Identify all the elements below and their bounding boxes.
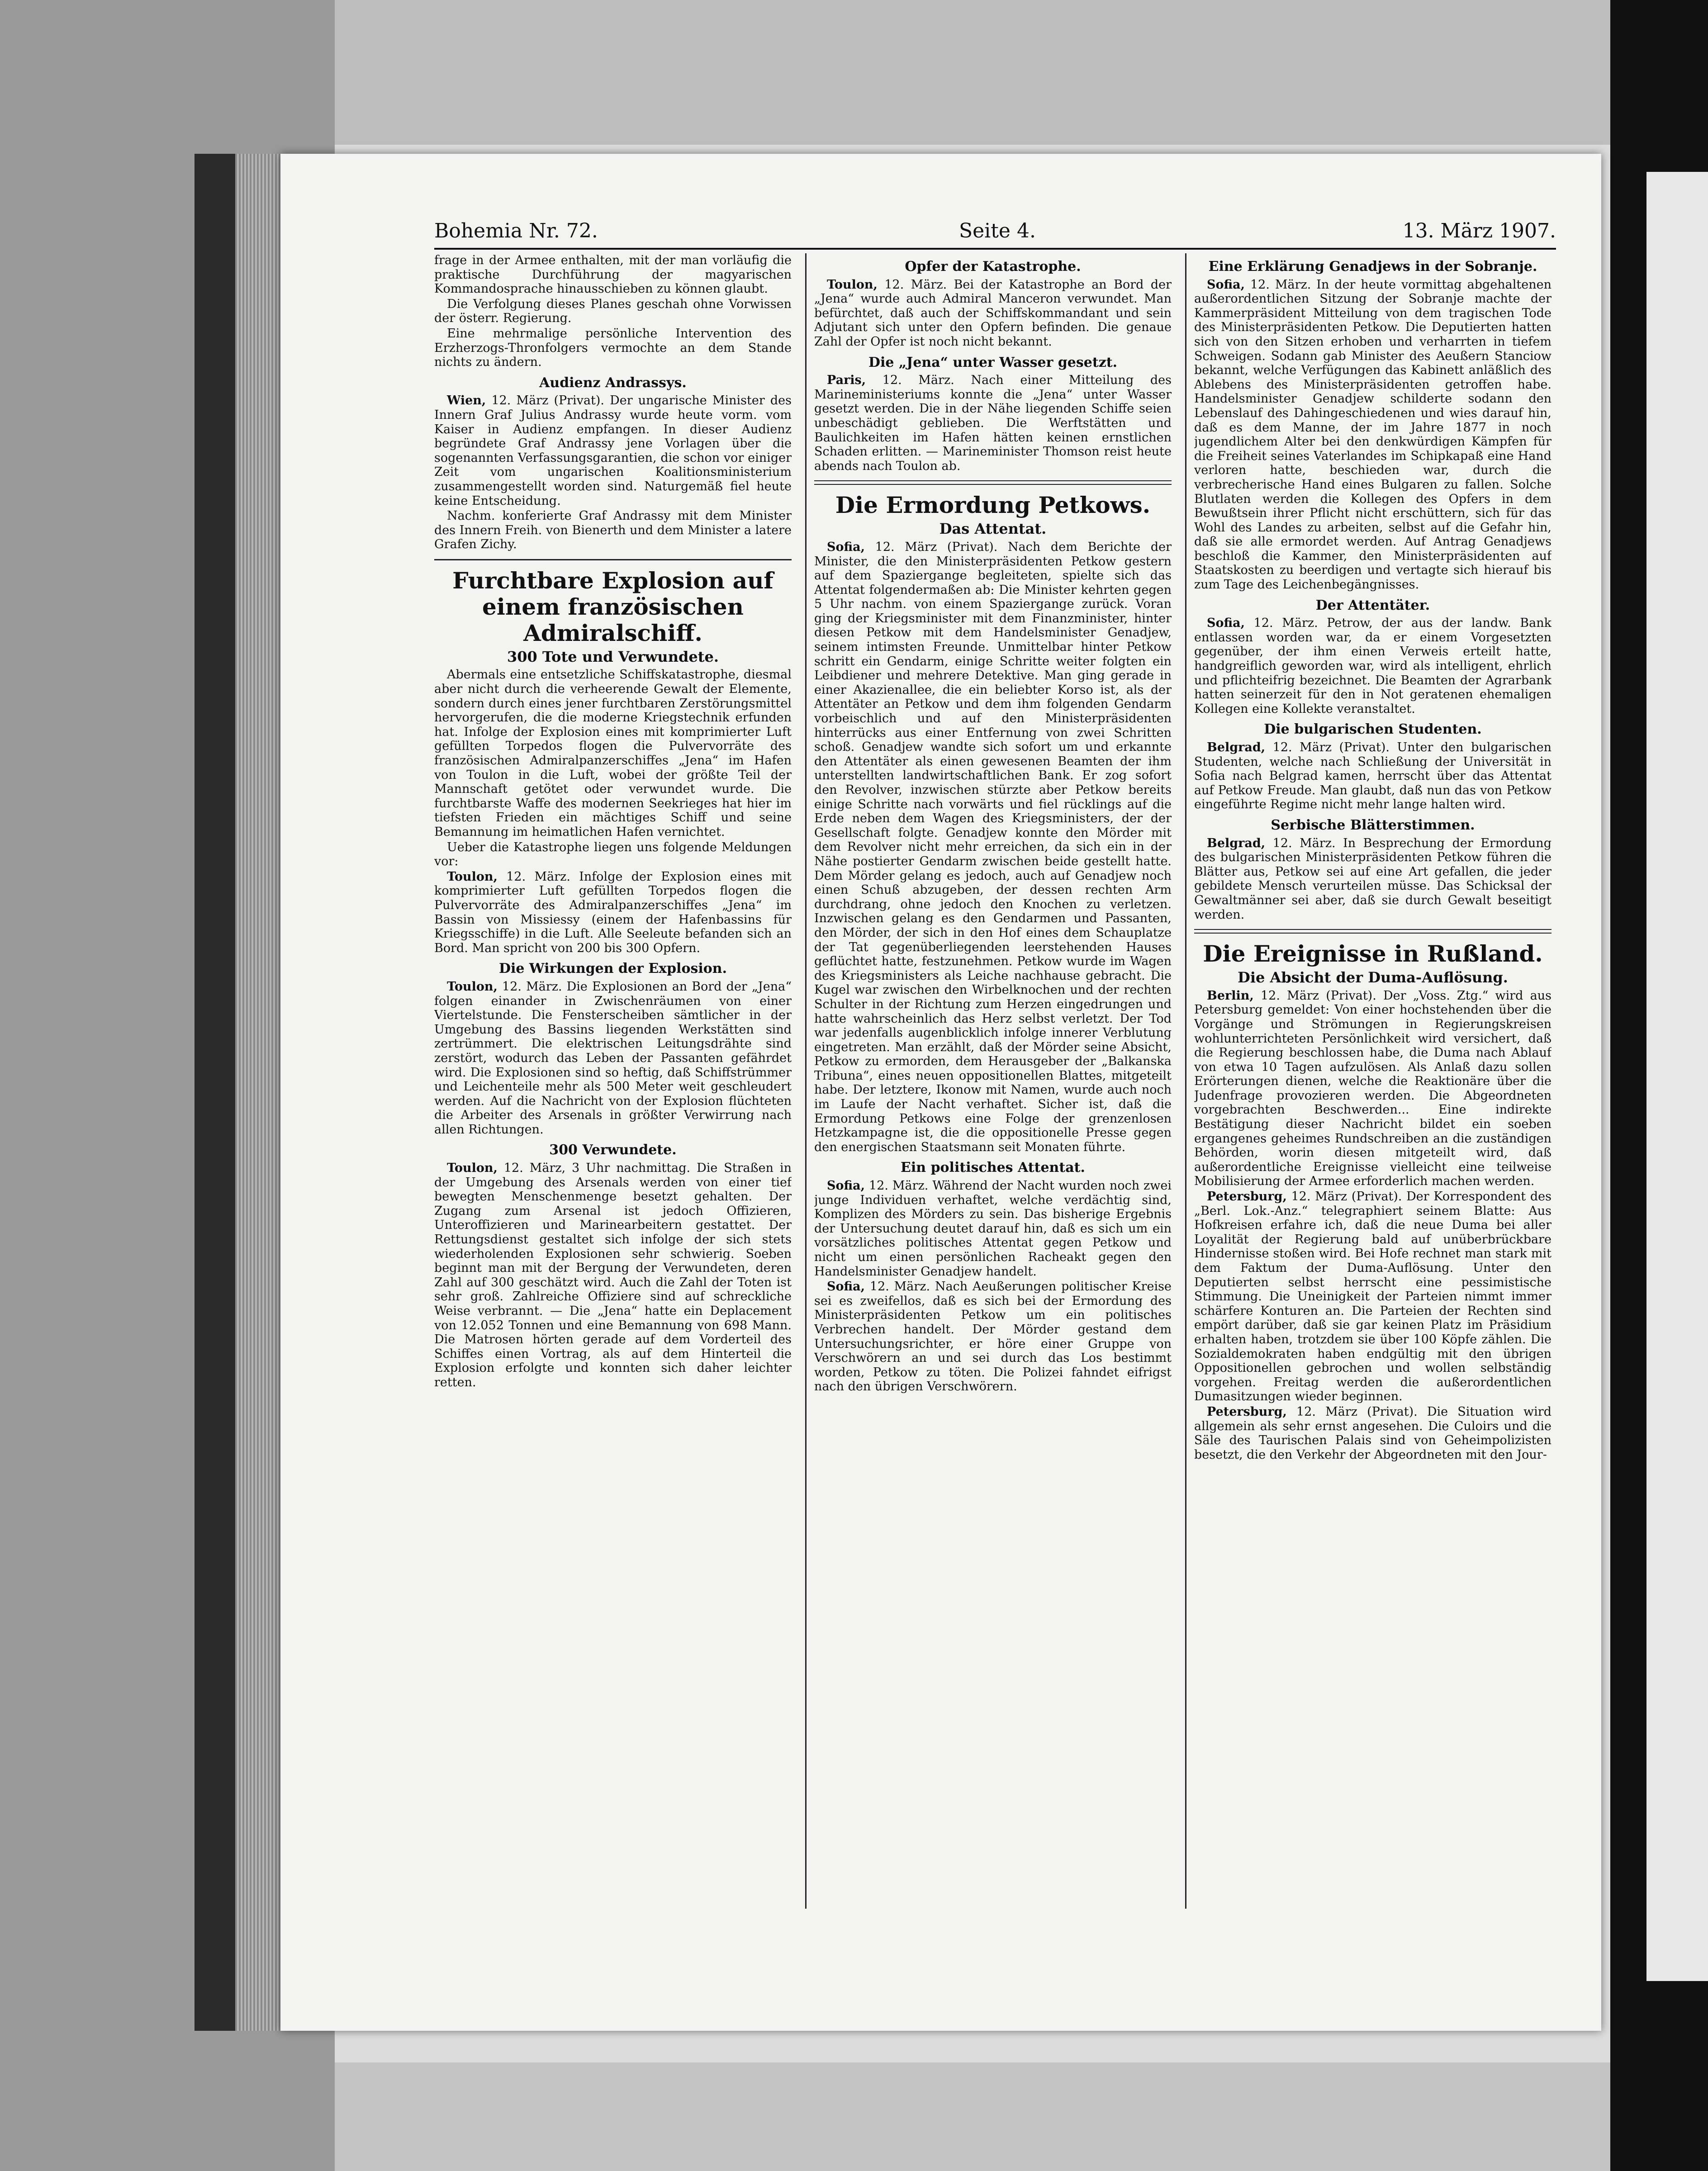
article-text: 12. März. Nach Aeußerungen politischer Kreise sei es zweifellos, daß es sich bei der Ermordung des Ministerpräsidenten Petkow um ein politisches Verbrechen handelt. Der Mörder gestand dem Untersuchungsrichter, er höre einer Gruppe von Verschwörern an und sei durch das Los bestimmt worden, Petkow zu töten. Die Polizei fahndet eifrigst nach den übrigen Verschwörern. — [814, 1280, 1172, 1394]
article-text: 12. März. Petrow, der aus der landw. Bank entlassen worden war, da er einem Vorgesetzten gegenüber, der ihm einen Verweis erteilt hatte, handgreiflich geworden war, wird als intelligent, ehrlich und pflichteifrig bezeichnet. Die Beamten der Agrarbank hatten seinerzeit für den in Not geratenen ehemaligen Kollegen eine Kollekte veranstaltet. — [1194, 616, 1551, 716]
column-divider — [1185, 253, 1186, 1909]
subheadline: Die Absicht der Duma-Auflösung. — [1238, 969, 1508, 986]
dateline: Toulon, — [827, 277, 878, 292]
header-page-number: Seite 4. — [959, 219, 1036, 242]
dateline: Paris, — [827, 373, 866, 388]
article-text: 12. März. In der heute vormittag abgehaltenen außerordentlichen Sitzung der Sobranje machte der Kammerpräsident Mitteilung von dem tragischen Tode des Ministerpräsidenten Petkow. Die Deputierten hatten sich von den Sitzen erhoben und verharrten in tiefem Schweigen. Sodann gab Minister des Aeußern Stanciow bekannt, welche Verfügungen das Kabinett anläßlich des Ablebens des Ministerpräsidenten getroffen habe. Handelsminister Genadjew schilderte sodann den Lebenslauf des Dahingeschiedenen und wies darauf hin, daß es dem Manne, der im Jahre 1877 in noch jugendlichem Alter bei den denkwürdigen Kämpfen für die Freiheit seines Vaterlandes im Schipkapaß eine Hand verloren hatte, beschieden war, durch die verbrecherische Hand eines Bulgaren zu fallen. Solche Blutlaten werden die Kollegen des Opfers in dem Bewußtsein ihrer Pflicht nicht erschüttern, sich für das Wohl des Landes zu arbeiten, selbst auf die Gefahr hin, daß sie alle ermordet werden. Auf Antrag Genadjews beschloß die Kammer, den Ministerpräsidenten auf Staatskosten zu beerdigen und vertagte sich hierauf bis zum Tage des Leichenbegängnisses. — [1194, 277, 1551, 592]
article-heading: Eine Erklärung Genadjews in der Sobranje. — [1208, 259, 1537, 275]
headline: Die Ereignisse in Rußland. — [1203, 940, 1543, 967]
header-newspaper-issue: Bohemia Nr. 72. — [434, 219, 598, 242]
article-text: 12. März. In Besprechung der Ermordung des bulgarischen Ministerpräsidenten Petkow führen die Blätter aus, Petkow sei auf eine Art gefallen, die jeder gebildete Mensch verurteilen müsse. Das Schicksal der Gewaltmänner sei aber, daß sie durch Gewalt beseitigt werden. — [1194, 836, 1551, 922]
dateline: Sofia, — [1207, 616, 1245, 630]
subheadline: Das Attentat. — [939, 520, 1047, 538]
article-text: 12. März. Während der Nacht wurden noch zwei junge Individuen verhaftet, welche verdächtig sind, Komplizen des Mörders zu sein. Das bisherige Ergebnis der Untersuchung deutet darauf hin, daß es sich um ein vorsätzliches politisches Attentat gegen Petkow und nicht um einen persönlichen Racheakt gegen den Handelsminister Genadjew handelt. — [814, 1179, 1172, 1279]
headline: Furchtbare Explosion auf einem französischen Admiralschiff. — [452, 567, 773, 646]
article-paragraph: Ueber die Katastrophe liegen uns folgende Meldungen vor: — [434, 840, 792, 869]
dateline: Belgrad, — [1207, 836, 1266, 850]
section-rule — [434, 559, 792, 560]
dateline: Berlin, — [1207, 988, 1254, 1003]
book-binding — [195, 154, 235, 2031]
article-text: 12. März, 3 Uhr nachmittag. Die Straßen in der Umgebung des Arsenals werden von einer tief bewegten Menschenmenge besetzt gehalten. Der Zugang zum Arsenal ist jedoch Offizieren, Unteroffizieren und Marinearbeitern gestattet. Der Rettungsdienst gestaltet sich infolge der sich stets wiederholenden Explosionen sehr schwierig. Soeben beginnt man mit der Bergung der Verwundeten, deren Zahl auf 300 geschätzt wird. Auch die Zahl der Toten ist sehr groß. Zahlreiche Offiziere sind auf schreckliche Weise verbrannt. — Die „Jena“ hatte ein Deplacement von 12.052 Tonnen und eine Bemannung von 698 Mann. Die Matrosen hörten gerade auf dem Vorderteil des Schiffes einen Vortrag, als auf dem Hinterteil die Explosion erfolgte und konnten sich daher leichter retten. — [434, 1161, 792, 1389]
dateline: Sofia, — [827, 1179, 865, 1193]
adjacent-page-edge — [1646, 172, 1708, 1981]
header-rule — [434, 248, 1556, 250]
article-paragraph: Die Verfolgung dieses Planes geschah ohne Vorwissen der österr. Regierung. — [434, 297, 792, 326]
column-3 — [1194, 253, 1551, 1909]
column-divider — [805, 253, 807, 1909]
article-text: 12. März (Privat). Der ungarische Minister des Innern Graf Julius Andrassy wurde heute vorm. vom Kaiser in Audienz empfangen. In dieser Audienz begründete Graf Andrassy jene Vorlagen über die sogenannten Verfassungsgarantien, die schon vor einiger Zeit vom ungarischen Koalitionsministerium zusammengestellt worden sind. Naturgemäß fiel heute keine Entscheidung. — [434, 393, 792, 508]
column-1 — [434, 253, 792, 1909]
headline: Die Ermordung Petkows. — [835, 492, 1151, 519]
article-text: 12. März (Privat). Der Korrespondent des „Berl. Lok.-Anz.“ telegraphiert seinem Blatte: Aus Hofkreisen erfahre ich, daß die neue Duma bei aller Loyalität der Regierung bald auf unüberbrückbare Hindernisse stoßen wird. Bei Hofe rechnet man stark mit dem Faktum der Duma-Auflösung. Unter den Deputierten selbst herrscht eine pessimistische Stimmung. Die Uneinigkeit der Parteien nimmt immer schärfere Konturen an. Die Parteien der Rechten sind empört darüber, daß sie gar keinen Platz im Präsidium erhalten haben, trotzdem sie über 100 Köpfe zählen. Die Sozialdemokraten haben endgültig mit den übrigen Oppositionellen gebrochen und wollen selbständig vorgehen. Freitag werden die außerordentlichen Dumasitzungen wieder beginnen. — [1194, 1190, 1551, 1404]
article-paragraph: Nachm. konferierte Graf Andrassy mit dem Minister des Innern Freih. von Bienerth und dem Minister a latere Grafen Zichy. — [434, 509, 792, 552]
article-heading: Die „Jena“ unter Wasser gesetzt. — [868, 354, 1118, 370]
article-paragraph: frage in der Armee enthalten, mit der man vorläufig die praktische Durchführung der magyarischen Kommandosprache hinausschieben zu können glaubt. — [434, 253, 792, 296]
article-text: 12. März (Privat). Unter den bulgarischen Studenten, welche nach Schließung der Universität in Sofia nach Belgrad kamen, herrscht über das Attentat auf Petkow Freude. Man glaubt, daß nun das von Petkow eingeführte Regime nicht mehr lange halten wird. — [1194, 740, 1551, 812]
column-2 — [814, 253, 1172, 1909]
article-text: 12. März (Privat). Die Situation wird allgemein als sehr ernst angesehen. Die Culoirs und die Säle des Taurischen Palais sind von Geheimpolizisten besetzt, die den Verkehr der Abgeordneten mit den Jour- — [1194, 1404, 1551, 1462]
article-heading: Serbische Blätterstimmen. — [1271, 817, 1475, 833]
page-stack-edge — [235, 154, 280, 2031]
article-heading: Opfer der Katastrophe. — [905, 259, 1081, 275]
article-text: 12. März (Privat). Nach dem Berichte der Minister, die den Ministerpräsidenten Petkow gestern auf dem Spaziergange begleiteten, spielte sich das Attentat folgendermaßen ab: Die Minister kehrten gegen 5 Uhr nachm. von einem Spaziergange zurück. Voran ging der Kriegsminister mit dem Finanzminister, hinter diesen Petkow mit dem Handelsminister Genadjew, seinem intimsten Freunde. Unmittelbar hinter Petkow schritt ein Gendarm, einige Schritte weiter folgten ein Leibdiener und mehrere Detektive. Man ging gerade in einer Akazienallee, die ein beliebter Korso ist, als der Attentäter an Petkow und dem ihm folgenden Gendarm vorbeischlich und auf den Ministerpräsidenten hinterrücks aus einer Entfernung von zwei Schritten schoß. Genadjew wandte sich sofort um und erkannte den Attentäter als einen gewesenen Beamten der ihm unterstellten landwirtschaftlichen Bank. Er zog sofort den Revolver, inzwischen stürzte aber Petkow bereits einige Schritte nach vorwärts und fiel rücklings auf die Erde neben dem Wagen des Kriegsministers, der der Gesellschaft folgte. Genadjew konnte den Mörder mit dem Revolver nicht mehr erreichen, da sich ein in der Nähe postierter Gendarm zwischen beide gestellt hatte. Dem Mörder gelang es jedoch, auch auf Genadjew noch einen Schuß abzugeben, der dessen rechten Arm durchdrang, ohne jedoch den Knochen zu verletzen. Inzwischen gelang es den Gendarmen und Passanten, den Mörder, der sich in den Hof eines dem Schauplatze der Tat gegenüberliegenden leerstehenden Hauses geflüchtet hatte, festzunehmen. Petkow wurde im Wagen des Kriegsministers als Leiche nachhause gebracht. Die Kugel war zwischen den Wirbelknochen und der rechten Schulter in der Richtung zum Herzen eingedrungen und hatte wahrscheinlich das Herz selbst verletzt. Der Tod war jedenfalls augenblicklich infolge innerer Verblutung eingetreten. Man erzählt, daß der Mörder seine Absicht, Petkow zu ermorden, dem Herausgeber der „Balkanska Tribuna“, eines neuen oppositionellen Blattes, mitgeteilt habe. Der letztere, Ikonow mit Namen, wurde auch noch im Laufe der Nacht verhaftet. Sicher ist, daß die Ermordung Petkows eine Folge der grenzenlosen Hetzkampagne ist, die die oppositionelle Presse gegen den energischen Staatsmann seit Monaten führte. — [814, 540, 1172, 1154]
dateline: Sofia, — [827, 1280, 865, 1294]
article-paragraph: Abermals eine entsetzliche Schiffskatastrophe, diesmal aber nicht durch die verheerende Gewalt der Elemente, sondern durch eines jener furchtbaren Zerstörungsmittel hervorgerufen, die die moderne Kriegstechnik erfunden hat. Infolge der Explosion eines mit komprimierter Luft gefüllten Torpedos flogen die Pulvervorräte des französischen Admiralpanzerschiffes „Jena“ im Hafen von Toulon in die Luft, wobei der größte Teil der Mannschaft getötet oder verwundet wurde. Die furchtbarste Waffe des modernen Seekrieges hat hier im tiefsten Frieden ein mächtiges Schiff und seine Bemannung im heimatlichen Hafen vernichtet. — [434, 668, 792, 839]
dateline: Toulon, — [447, 979, 498, 994]
scanner-margin-top — [335, 0, 1708, 145]
section-rule — [814, 480, 1172, 485]
dateline: Sofia, — [1207, 277, 1245, 292]
dateline: Toulon, — [447, 869, 498, 884]
dateline: Toulon, — [447, 1161, 498, 1176]
dateline: Wien, — [447, 393, 486, 408]
section-rule — [1194, 929, 1551, 934]
article-paragraph: Eine mehrmalige persönliche Intervention des Erzherzogs-Thronfolgers vermochte an dem Stande nichts zu ändern. — [434, 326, 792, 370]
article-text: 12. März. Bei der Katastrophe an Bord der „Jena“ wurde auch Admiral Manceron verwundet. Man befürchtet, daß auch der Schiffskommandant und sein Adjutant sich unter den Opfern befinden. Die genaue Zahl der Opfer ist noch nicht bekannt. — [814, 277, 1172, 349]
article-heading: Der Attentäter. — [1315, 597, 1430, 613]
header-date: 13. März 1907. — [1402, 219, 1556, 242]
article-heading: Die Wirkungen der Explosion. — [498, 961, 727, 977]
article-heading: Ein politisches Attentat. — [901, 1160, 1085, 1176]
dateline: Belgrad, — [1207, 740, 1266, 754]
page-header — [434, 219, 1556, 251]
dateline: Sofia, — [827, 540, 865, 554]
article-heading: Audienz Andrassys. — [539, 374, 687, 391]
article-heading: Die bulgarischen Studenten. — [1264, 721, 1482, 738]
article-text: 12. März (Privat). Der „Voss. Ztg.“ wird aus Petersburg gemeldet: Von einer hochstehenden über die Vorgänge und Strömungen in Regierungskreisen wohlunterrichteten Persönlichkeit wird versichert, daß die Regierung beschlossen habe, die Duma nach Ablauf von etwa 10 Tagen aufzulösen. Als Anlaß dazu sollen Erörterungen dienen, welche die Reaktionäre über die Judenfrage provozieren werden. Die Abgeordneten vorgebrachten Beschwerden... Eine indirekte Bestätigung dieser Nachricht bildet ein soeben ergangenes geheimes Rundschreiben an die zuständigen Behörden, worin diesen mitgeteilt wird, daß außerordentliche Ereignisse vielleicht eine teilweise Mobilisierung der Armee erforderlich machen werden. — [1194, 988, 1551, 1189]
article-heading: 300 Verwundete. — [549, 1142, 677, 1158]
article-text: 12. März. Nach einer Mitteilung des Marineministeriums konnte die „Jena“ unter Wasser gesetzt werden. Die in der Nähe liegenden Schiffe seien unbeschädigt geblieben. Die Werftstätten und Baulichkeiten im Hafen hätten keinen ernstlichen Schaden erlitten. — Marineminister Thomson reist heute abends nach Toulon ab. — [814, 373, 1172, 473]
dateline: Petersburg, — [1207, 1190, 1287, 1204]
scanner-margin-bottom — [335, 2062, 1708, 2171]
dateline: Petersburg, — [1207, 1404, 1287, 1419]
subheadline: 300 Tote und Verwundete. — [507, 648, 719, 665]
article-text: 12. März. Infolge der Explosion eines mit komprimierter Luft gefüllten Torpedos flogen die Pulvervorräte des Admiralpanzerschiffes „Jena“ im Bassin von Missiessy (einem der Hafenbassins für Kriegsschiffe) in die Luft. Alle Seeleute befanden sich an Bord. Man spricht von 200 bis 300 Opfern. — [434, 869, 792, 955]
article-text: 12. März. Die Explosionen an Bord der „Jena“ folgen einander in Zwischenräumen von einer Viertelstunde. Die Fensterscheiben sämtlicher in der Umgebung des Bassins liegenden Werkstätten sind zertrümmert. Die elektrischen Leitungsdrähte sind zerstört, wodurch das Leben der Passanten gefährdet wird. Die Explosionen sind so heftig, daß Schiffstrümmer und Leichenteile mehr als 500 Meter weit geschleudert werden. Auf die Nachricht von der Explosion flüchteten die Arbeiter des Arsenals in größter Verwirrung nach allen Richtungen. — [434, 979, 792, 1137]
